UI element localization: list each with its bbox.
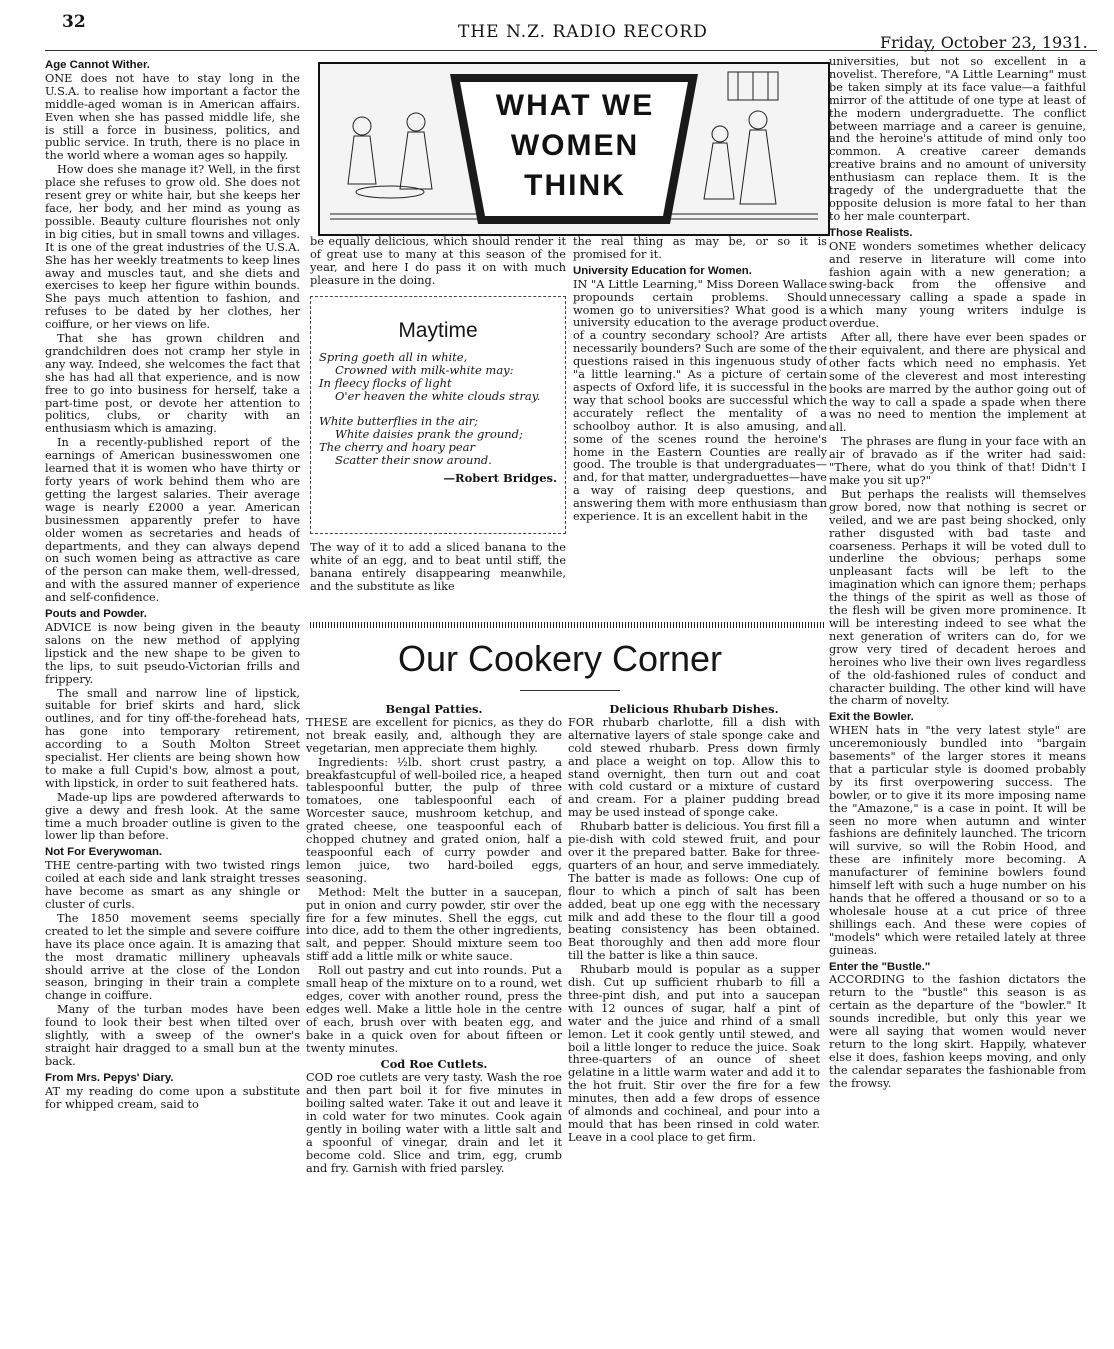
article-paragraph: ADVICE is now being given in the beauty salons on the new method of applying lipstick and the new shape to be given to the lips, to suit pseudo-Victorian frills and frippery. [45, 620, 300, 686]
article-paragraph: Many of the turban modes have been found to look their best when tilted over slightly, with a sweep of the owner's straight hair dragged to a small bun at the back. [45, 1003, 300, 1068]
heading-bengal-patties: Bengal Patties. [385, 702, 483, 716]
issue-date: Friday, October 23, 1931. [880, 33, 1088, 52]
heading-cod-roe-cutlets: Cod Roe Cutlets. [380, 1057, 488, 1072]
heading-pouts-and-powder: Pouts and Powder. [45, 608, 147, 621]
newspaper-title: THE N.Z. RADIO RECORD [458, 22, 708, 42]
recipe-paragraph: THESE are excellent for picnics, as they do not break easily, and, although they are vegetarian, men appreciate them highly. [306, 715, 562, 755]
recipe-paragraph: Roll out pastry and cut into rounds. Put a small heap of the mixture on to a round, wet edges, cover with another round, press the edges well. Make a little hole in the centre of each, brush over with beaten egg, and bake in a quick oven for about fifteen or twenty minutes. [306, 964, 562, 1055]
article-paragraph: THE centre-parting with two twisted rings coiled at each side and lank straight tresses have become as smart as any shingle or cluster of curls. [45, 859, 300, 911]
article-paragraph: AT my reading do come upon a substitute for whipped cream, said to [45, 1084, 300, 1111]
article-paragraph: The 1850 movement seems specially created to let the simple and severe coiffure have its place once again. It is amazing that the most dramatic millinery upheavals should arrive at the close of the London season, bringing in their train a complete change in coiffure. [45, 911, 300, 1003]
recipe-paragraph: Rhubarb mould is popular as a supper dish. Cut up sufficient rhubarb to fill a three-pint dish, and put into a saucepan with 12 ounces of sugar, half a pint of water and the juice and rhind of a small lemon. Let it cook gently until stewed, and boil a little longer to reduce the juice. Soak three-quarters of an ounce of sheet gelatine in a little warm water and add it to the hot fruit. Stir over the fire for a few minutes, then add a few drops of essence of almonds and cochineal, and pour into a mould that has been rinsed in cold water. Leave in a cool place to get firm. [568, 963, 820, 1144]
poem-author: —Robert Bridges. [443, 471, 557, 485]
column-1 [45, 56, 300, 1336]
poem-title: Maytime [398, 319, 478, 342]
column-4 [829, 56, 1086, 1336]
cookery-column-right [568, 700, 820, 1336]
article-paragraph: The way of it to add a sliced banana to the white of an egg, and to beat until stiff, the banana entirely disappearing meanwhile, and the substitute as like [310, 542, 566, 593]
article-paragraph: After all, there have ever been spades or their equivalent, and there are physical and other facts which need no emphasis. Yet some of the cleverest and most interesting books are marred by the author going out of the way to call a spade a spade when there was no need to mention the implement at all. [829, 331, 1086, 435]
heading-enter-the-bustle: Enter the "Bustle." [829, 960, 931, 973]
article-paragraph: be equally delicious, which should render it of great use to many at this season of the year, and here I do pass it on with much pleasure in the doing. [310, 236, 566, 287]
article-paragraph: the real thing as may be, or so it is promised for it. [573, 236, 827, 261]
poem-line: Scatter their snow around. [335, 453, 492, 467]
poem-line: Spring goeth all in white, [319, 350, 468, 364]
article-paragraph: How does she manage it? Well, in the first place she refuses to grow old. She does not resent grey or white hair, but she keeps her face, her body, and her mind as young as possible. Beauty culture flourishes not only in big cities, but in small towns and villages. It is one of the great industries of the U.S.A. She has her weekly treatments to keep lines away and muscles taut, and she diets and exercises to keep her figure within bounds. She pays much attention to fashion, and refuses to be dated by her clothes, her coiffure, or her views on life. [45, 163, 300, 332]
recipe-paragraph: COD roe cutlets are very tasty. Wash the roe and then part boil it for five minutes in boiling salted water. Take it out and leave it in cold water for two minutes. Cook again gently in boiling water with a little salt and a spoonful of vinegar, drain and let it become cold. Slice and trim, egg, crumb and fry. Garnish with fried parsley. [306, 1071, 562, 1175]
poem-line: White daisies prank the ground; [335, 427, 523, 441]
banana-paragraph [310, 542, 566, 618]
column-3-top [573, 236, 827, 618]
article-paragraph: In a recently-published report of the earnings of American businesswomen one learned that it is women who have thirty or forty years of work behind them who are getting the largest salaries. Their average wage is nearly £2000 a year. American businessmen apparently prefer to have older women as secretaries and heads of departments, and they can always depend on such women being as attractive as care of the person can make them, well-dressed, and with the assured manner of experience and self-confidence. [45, 436, 300, 605]
poem-line: The cherry and hoary pear [319, 440, 475, 454]
heading-mrs-pepys-diary: From Mrs. Pepys' Diary. [45, 1071, 174, 1084]
women-banner [318, 62, 830, 236]
article-paragraph: But perhaps the realists will themselves grow bored, now that nothing is secret or veiled, and we are past being shocked, only rather disgusted with bad taste and coarseness. Perhaps it will be voted dull to underline the obvious; perhaps some unpleasant facts will be left to the imagination which can ignore them; perhaps the things of the spirit as well as those of the flesh will be given more prominence. It will be interesting indeed to see what the next generation of writers can do, for we grow very tired of decadent heroes and heroines who live their own lives regardless of the old-fashioned rules of conduct and character building. The other kind will have the charm of novelty. [829, 487, 1086, 708]
recipe-paragraph: FOR rhubarb charlotte, fill a dish with alternative layers of stale sponge cake and cold stewed rhubarb. Press down firmly and place a weight on top. Allow this to stand overnight, then turn out and coat with cold custard or a mixture of custard and cream. For a plainer pudding bread may be used instead of sponge cake. [568, 715, 820, 820]
poem-line: In fleecy flocks of light [319, 376, 452, 390]
heading-exit-the-bowler: Exit the Bowler. [829, 711, 914, 724]
article-paragraph: That she has grown children and grandchildren does not cramp her style in any way. Indeed, she welcomes the fact that she has had all that experience, and is now free to go into business for herself, take a part-time post, or devote her attention to politics, clubs, or charity with an enthusiasm which is amazing. [45, 332, 300, 436]
article-paragraph: ONE does not have to stay long in the U.S.A. to realise how important a factor the middle-aged woman is in American affairs. Even when she has passed middle life, she is still a force in business, politics, and public service. In truth, there is no place in the world where a woman ages so happily. [45, 71, 300, 163]
recipe-paragraph: Rhubarb batter is delicious. You first fill a pie-dish with cold stewed fruit, and pour over it the prepared batter. Bake for three-quarters of an hour, and serve immediately. The batter is made as follows: One cup of flour to which a pinch of salt has been added, beat up one egg with the necessary milk and add these to the flour till a good beating consistency has been obtained. Beat thoroughly and then add more flour till the batter is like a thin sauce. [568, 820, 820, 963]
divider-rule [310, 622, 825, 628]
maytime-poem-box [310, 296, 566, 534]
page-number: 32 [62, 12, 86, 32]
article-paragraph: The small and narrow line of lipstick, suitable for brief skirts and hard, slick outlines, and for tiny off-the-forehead hats, has gone into temporary retirement, according to a South Molton Street specialist. Her clients are being shown how to make a full Cupid's bow, almost a pout, with lipstick, in order to suit feathered hats. [45, 686, 300, 790]
cookery-column-left [306, 700, 562, 1336]
title-underline [520, 690, 620, 691]
heading-rhubarb-dishes: Delicious Rhubarb Dishes. [609, 702, 779, 716]
heading-those-realists: Those Realists. [829, 226, 913, 239]
article-paragraph: universities, but not so excellent in a novelist. Therefore, "A Little Learning" must be taken simply at its face value—a faithful mirror of the attitude of one type at least of the modern undergraduette. The conflict between marriage and a career is genuine, and the heroine's attitude of mind only too common. A creative career demands creative brains and no amount of university enthusiasm can replace them. It is the tragedy of the undergraduette that the opposite delusion is more fatal to her than to her male counterpart. [829, 56, 1086, 223]
recipe-paragraph: Ingredients: ½lb. short crust pastry, a breakfastcupful of well-boiled rice, a heaped tablespoonful butter, the pulp of three tomatoes, one tablespoonful each of Worcester sauce, mushroom ketchup, and grated cheese, one teaspoonful each of chopped chutney and grated onion, half a teaspoonful each of curry powder and lemon juice, two hard-boiled eggs, seasoning. [306, 755, 562, 885]
article-paragraph: ACCORDING to the fashion dictators the return to the "bustle" this season is as certain as the departure of the "bowler." It sounds incredible, but only this year we were all saying that women would never return to the long skirt. Happily, whatever else it does, fashion keeps moving, and only the calendar separates the fashionable from the frowsy. [829, 973, 1086, 1090]
article-paragraph: ONE wonders sometimes whether delicacy and reserve in literature will come into fashion again with a new generation; a swing-back from the offensive and unnecessary calling a spade a spade in which many young writers indulge is overdue. [829, 239, 1086, 331]
poem-line: Crowned with milk-white may: [335, 363, 514, 377]
header-rule [45, 50, 1097, 51]
article-paragraph: Made-up lips are powdered afterwards to give a dewy and fresh look. At the same time a much broader outline is given to the lower lip than before. [45, 790, 300, 843]
poem-line: White butterflies in the air; [319, 414, 479, 428]
poem-line: O'er heaven the white clouds stray. [335, 389, 541, 403]
article-paragraph: IN "A Little Learning," Miss Doreen Wallace propounds certain problems. Should women go to universities? What good is a university education to the average product of a country secondary school? Are artists necessarily bounders? Such are some of the questions raised in this ingenuous study of "a little learning." As a picture of certain aspects of Oxford life, it is successful in the way that school books are successful which accurately reflect the mentality of a schoolboy author. It is also amusing, and some of the scenes round the heroine's home in the Eastern Counties are really good. The trouble is that undergraduates—and, for that matter, undergraduettes—have a way of raising deep questions, and answering them with more enthusiasm than experience. It is an excellent habit in the [573, 277, 827, 524]
heading-university-education: University Education for Women. [573, 264, 752, 277]
article-paragraph: WHEN hats in "the very latest style" are unceremoniously bundled into "bargain basements" of the larger stores it means that a particular style is doomed probably by its first overpowering success. The bowler, or to give it its more imposing name the "Amazone," is a case in point. It will be seen no more when autumn and winter fashions are definitely launched. The tricorn will survive, so will the Robin Hood, and these are infinitely more becoming. A manufacturer of feminine bowlers found himself left with such a huge number on his hands that he offered a thousand or so to a wholesale house at a cut price of three shillings each. And these were copies of "models" which were retailed lately at three guineas. [829, 724, 1086, 957]
heading-not-for-everywoman: Not For Everywoman. [45, 846, 163, 859]
heading-age-cannot-wither: Age Cannot Wither. [45, 59, 150, 71]
pepys-continued [310, 236, 566, 292]
article-paragraph: The phrases are flung in your face with an air of bravado as if the writer had said: "There, what do you think of that! Didn't I make you sit up?" [829, 435, 1086, 487]
recipe-paragraph: Method: Melt the butter in a saucepan, put in onion and curry powder, stir over the fire for a few minutes. Shell the eggs, cut into dice, add to them the other ingredients, salt, and pepper. Should mixture seem too stiff add a little milk or white sauce. [306, 885, 562, 964]
cookery-corner-title: Our Cookery Corner [397, 638, 723, 679]
banner-title: WHAT WE WOMEN THINK [495, 89, 655, 202]
